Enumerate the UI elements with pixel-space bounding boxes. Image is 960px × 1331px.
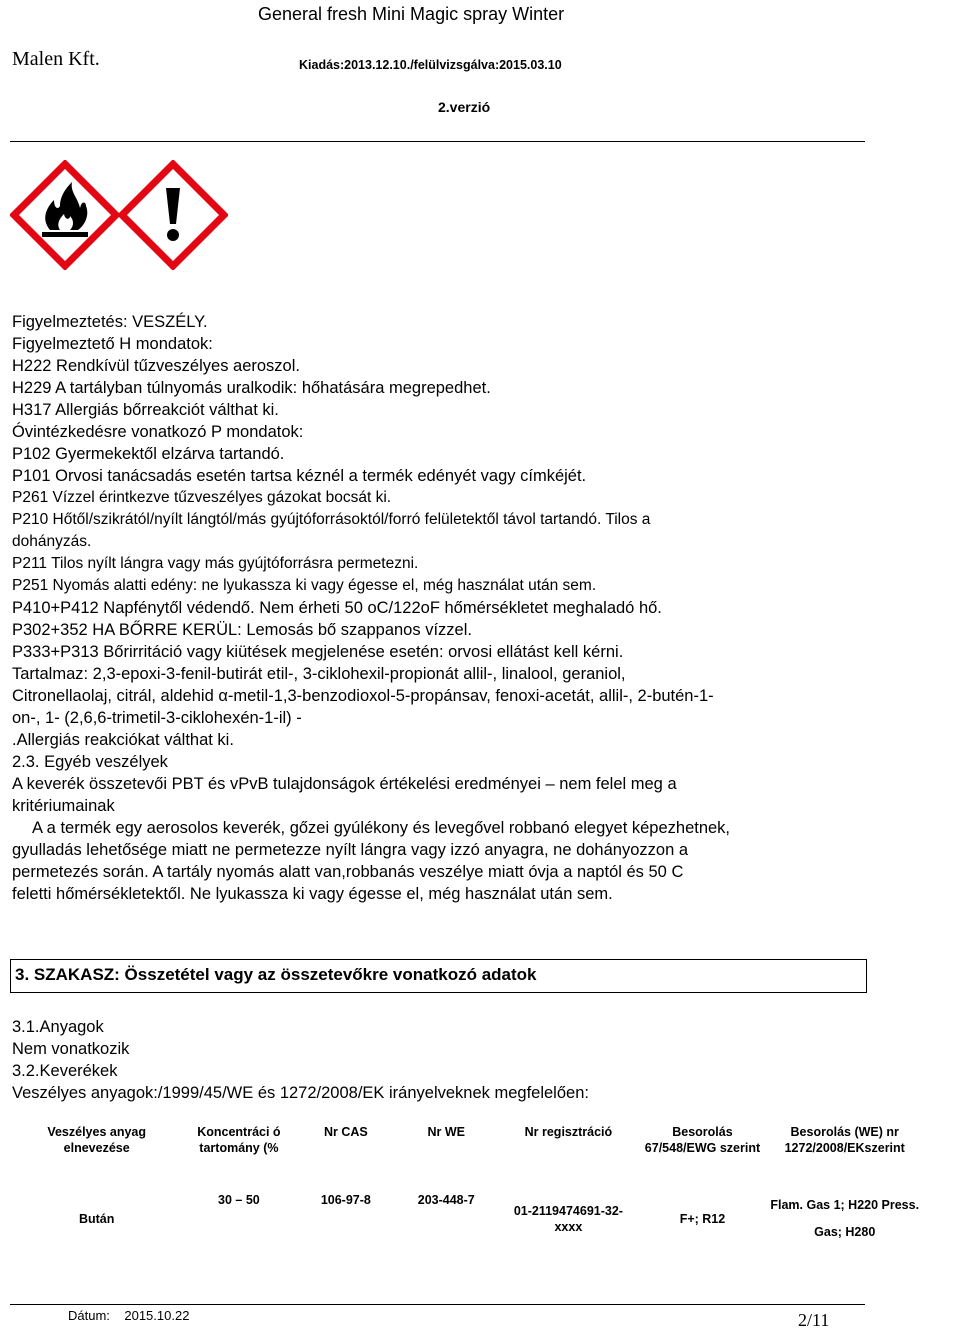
- p-statement: P261 Vízzel érintkezve tűzveszélyes gázokat bocsát ki.: [12, 489, 392, 506]
- table-header-cell: Koncentráci ó tartomány (%: [197, 1125, 281, 1155]
- signal-word: Figyelmeztetés: VESZÉLY.: [12, 313, 208, 331]
- p-statements-heading: Óvintézkedésre vonatkozó P mondatok:: [12, 423, 304, 441]
- h-statement: H229 A tartályban túlnyomás uralkodik: hőhatására megrepedhet.: [12, 379, 491, 397]
- h-statement: H317 Allergiás bőrreakciót válthat ki.: [12, 401, 279, 419]
- table-cell: 203-448-7: [417, 1193, 475, 1207]
- aerosol-warning: feletti hőmérsékletektől. Ne lyukassza ki vagy égesse el, még használat után sem.: [12, 885, 613, 903]
- footer-divider: [10, 1304, 865, 1305]
- p-statement: dohányzás.: [12, 533, 92, 550]
- hazard-statements-block: [12, 311, 862, 905]
- table-cell: F+; R12: [679, 1212, 726, 1226]
- contains-line: Citronellaolaj, citrál, aldehid α-metil-1,3-benzodioxol-5-propánsav, fenoxi-acetát, allil-, 2-butén-1-: [12, 687, 714, 705]
- p-statement: P333+P313 Bőrirritáció vagy kiütések megjelenése esetén: orvosi ellátást kell kérni.: [12, 643, 624, 661]
- allergy-note: .Allergiás reakciókat válthat ki.: [12, 731, 234, 749]
- mixtures-heading: 3.2.Keverékek: [12, 1062, 118, 1080]
- table-header-cell: Nr regisztráció: [524, 1125, 613, 1139]
- table-header-cell: Nr CAS: [323, 1125, 368, 1139]
- substances-heading: 3.1.Anyagok: [12, 1018, 104, 1036]
- substances-text: Nem vonatkozik: [12, 1040, 130, 1058]
- table-row: [12, 1188, 924, 1250]
- aerosol-warning: gyulladás lehetősége miatt ne permetezze nyílt lángra vagy izzó anyagra, ne dohányozzon a: [12, 841, 689, 859]
- table-cell: Bután: [78, 1212, 115, 1226]
- version-label: 2.verzió: [438, 99, 491, 115]
- page-number: 2/11: [798, 1310, 830, 1330]
- section-3-title: 3. SZAKASZ: Összetétel vagy az összetevőkre vonatkozó adatok: [15, 965, 537, 984]
- company-name: Malen Kft.: [12, 48, 100, 70]
- p-statement: P101 Orvosi tanácsadás esetén tartsa kéznél a termék edényét vagy címkéjét.: [12, 467, 587, 485]
- table-cell: Flam. Gas 1; H220 Press. Gas; H280: [770, 1198, 920, 1239]
- aerosol-warning: A a termék egy aerosolos keverék, gőzei gyúlékony és levegővel robbanó elegyet képezhetnek,: [32, 819, 731, 837]
- table-header-row: [12, 1120, 924, 1188]
- table-cell: 30 – 50: [218, 1193, 260, 1207]
- ingredients-table: [12, 1120, 924, 1250]
- section-3-content: [12, 1016, 862, 1104]
- table-cell: 106-97-8: [320, 1193, 371, 1207]
- other-hazards-heading: 2.3. Egyéb veszélyek: [12, 753, 168, 771]
- table-header-cell: Nr WE: [427, 1125, 465, 1139]
- p-statement: P251 Nyomás alatti edény: ne lyukassza ki vagy égesse el, még használat után sem.: [12, 577, 597, 594]
- table-header-cell: Besorolás 67/548/EWG szerint: [644, 1125, 761, 1155]
- contains-line: on-, 1- (2,6,6-trimetil-3-ciklohexén-1-il) -: [12, 709, 302, 727]
- header-divider: [10, 141, 865, 142]
- issue-date-info: Kiadás:2013.12.10./felülvizsgálva:2015.03.10: [299, 58, 562, 72]
- table-header-cell: Veszélyes anyag elnevezése: [47, 1125, 147, 1155]
- p-statement: P302+352 HA BŐRRE KERÜL: Lemosás bő szappanos vízzel.: [12, 621, 472, 639]
- footer-date-value: 2015.10.22: [124, 1308, 190, 1323]
- footer-date: [68, 1308, 189, 1323]
- exclamation-icon: [118, 160, 228, 270]
- other-hazards-text: kritériumainak: [12, 797, 115, 815]
- footer-date-label: Dátum:: [68, 1308, 110, 1323]
- p-statement: P410+P412 Napfénytől védendő. Nem érheti 50 oC/122oF hőmérsékletet meghaladó hő.: [12, 599, 662, 617]
- p-statement: P102 Gyermekektől elzárva tartandó.: [12, 445, 285, 463]
- table-cell: 01-2119474691-32-xxxx: [513, 1204, 623, 1234]
- flame-icon: [10, 160, 120, 270]
- other-hazards-text: A keverék összetevői PBT és vPvB tulajdonságok értékelési eredményei – nem felel meg a: [12, 775, 677, 793]
- p-statement: P211 Tilos nyílt lángra vagy más gyújtóforrásra permetezni.: [12, 555, 419, 572]
- contains-line: Tartalmaz: 2,3-epoxi-3-fenil-butirát etil-, 3-ciklohexil-propionát allil-, linalool, geraniol,: [12, 665, 626, 683]
- h-statements-heading: Figyelmeztető H mondatok:: [12, 335, 213, 353]
- section-3-box: [10, 959, 867, 993]
- p-statement: P210 Hőtől/szikrától/nyílt lángtól/más gyújtóforrásoktól/forró felületektől távol tartandó. Tilos a: [12, 511, 651, 528]
- aerosol-warning: permetezés során. A tartály nyomás alatt van,robbanás veszélye miatt óvja a naptól és 50 C: [12, 863, 684, 881]
- h-statement: H222 Rendkívül tűzveszélyes aeroszol.: [12, 357, 300, 375]
- table-header-cell: Besorolás (WE) nr 1272/2008/EKszerint: [784, 1125, 905, 1155]
- mixtures-text: Veszélyes anyagok:/1999/45/WE és 1272/2008/EK irányelveknek megfelelően:: [12, 1084, 589, 1102]
- product-title: General fresh Mini Magic spray Winter: [258, 4, 565, 24]
